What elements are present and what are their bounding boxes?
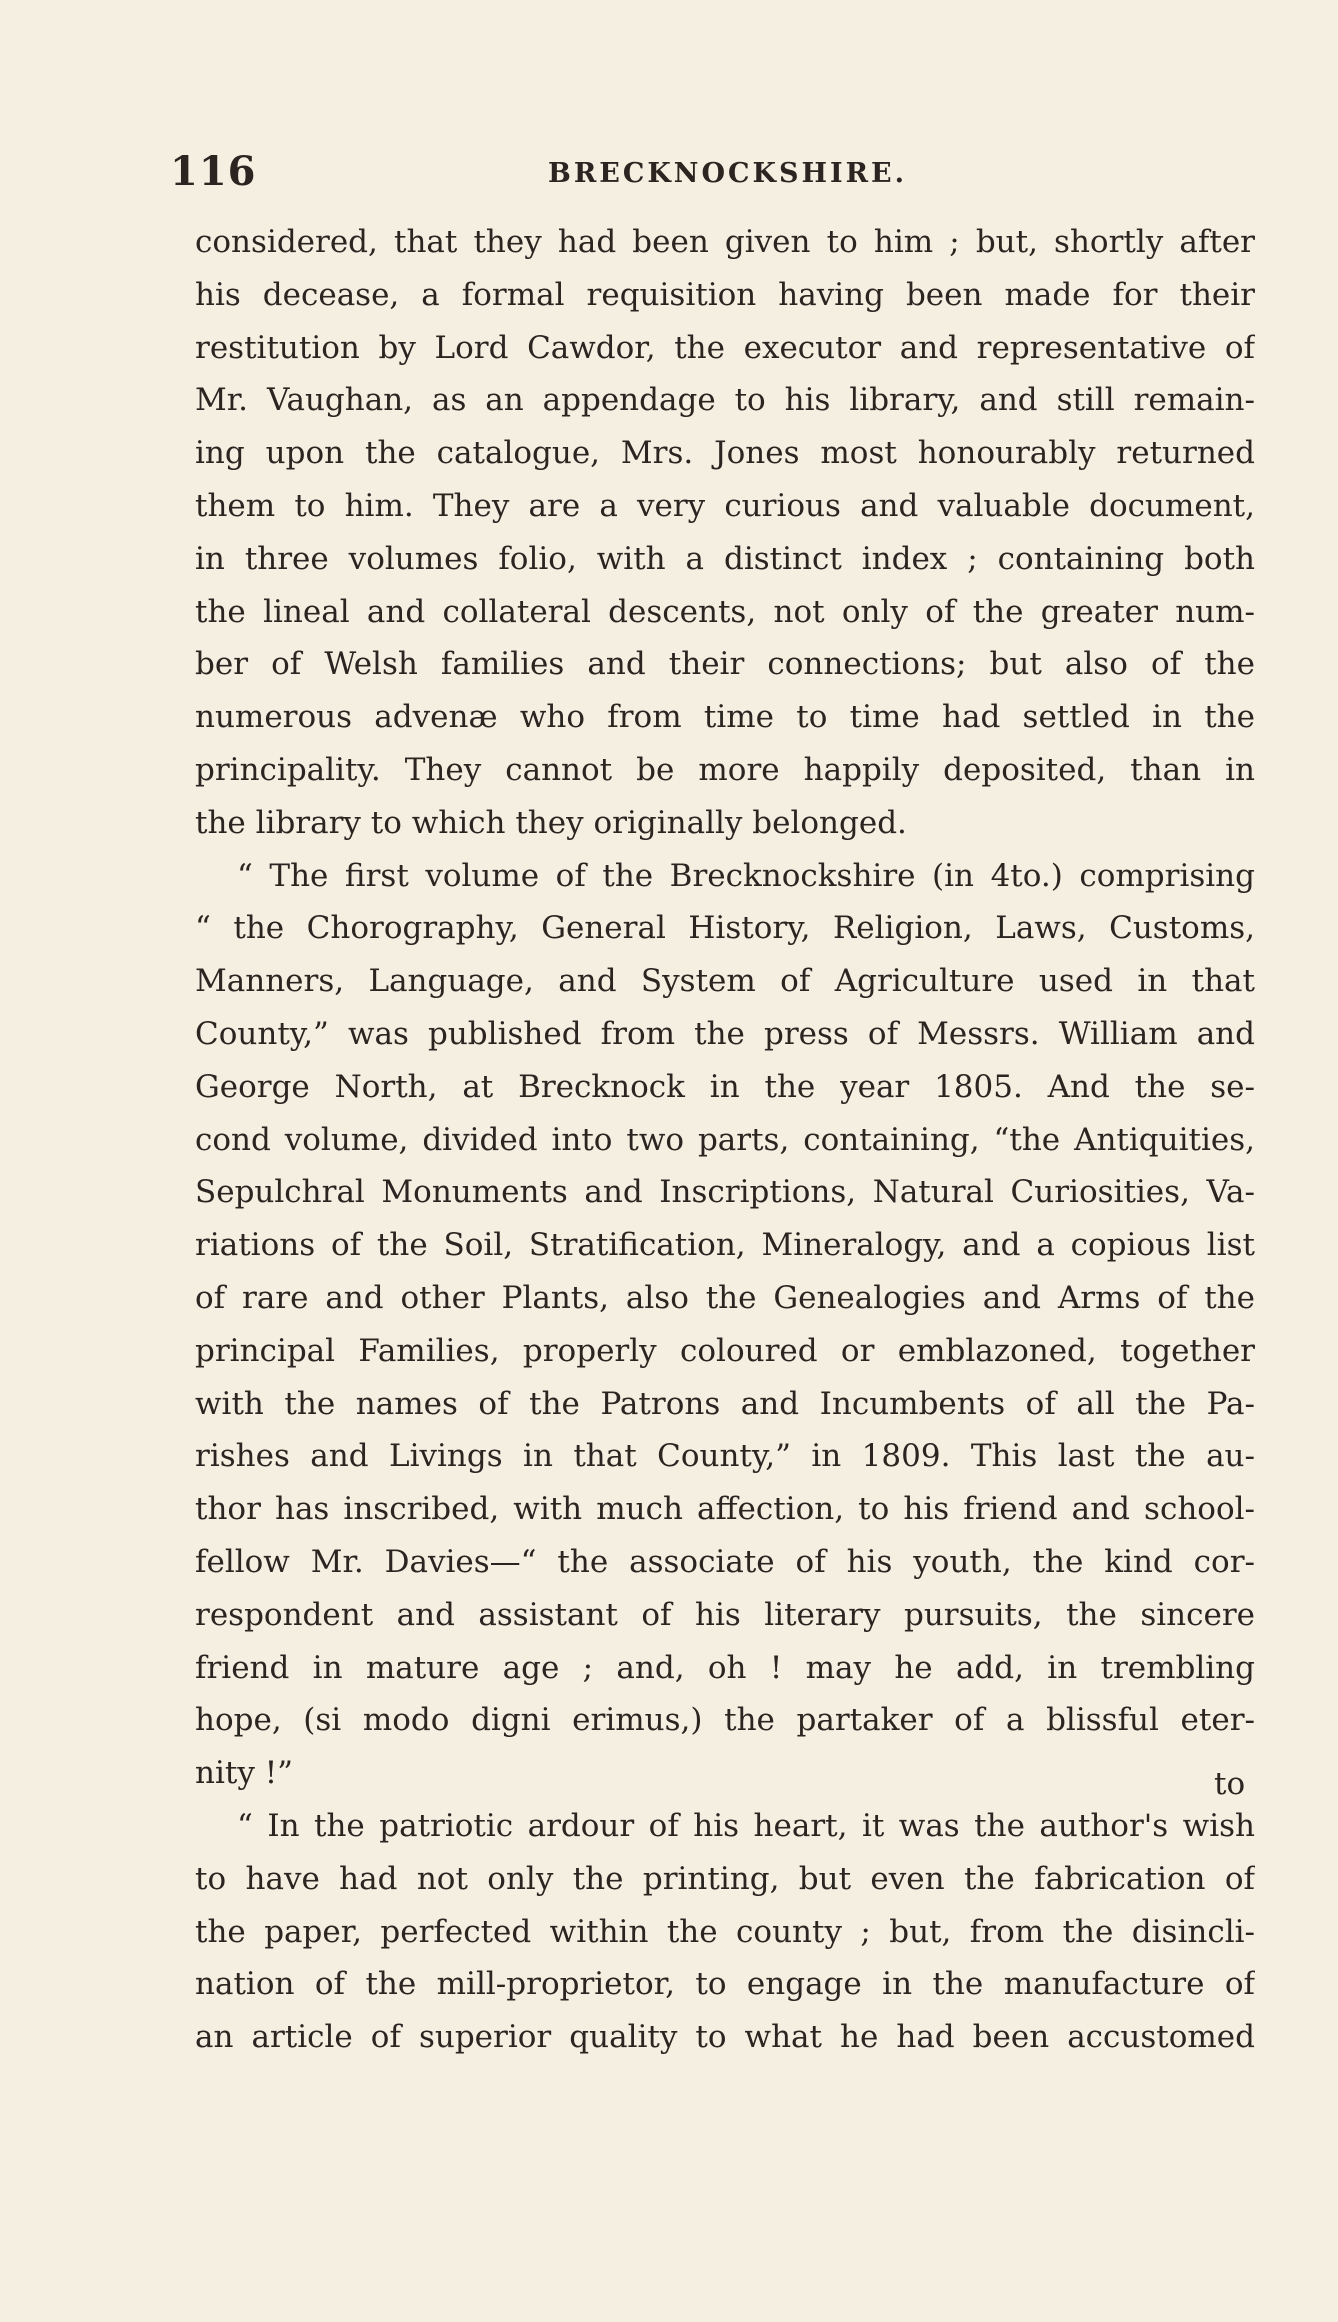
text-line: the library to which they originally belonged. [195,804,907,841]
text-line: the paper, perfected within the county ; but, from the disincli- [195,1913,1255,1950]
text-line: them to him. They are a very curious and valuable document, [195,487,1255,524]
text-line: restitution by Lord Cawdor, the executor and representative of [195,329,1255,366]
page-number: 116 [170,148,257,195]
text-line: numerous advenæ who from time to time had settled in the [195,699,1255,736]
text-line: Manners, Language, and System of Agriculture used in that [195,963,1255,1000]
text-line: “ In the patriotic ardour of his heart, it was the author's wish [237,1807,1255,1844]
text-line: George North, at Brecknock in the year 1805. And the se- [195,1068,1255,1105]
text-line: considered, that they had been given to him ; but, shortly after [195,224,1255,260]
text-line: “ The first volume of the Brecknockshire (in 4to.) comprising [237,857,1255,894]
text-line: rishes and Livings in that County,” in 1809. This last the au- [195,1438,1255,1475]
text-line: “ the Chorography, General History, Religion, Laws, Customs, [195,910,1255,947]
text-line: of rare and other Plants, also the Genealogies and Arms of the [195,1279,1255,1316]
text-line: with the names of the Patrons and Incumbents of all the Pa- [195,1385,1255,1422]
text-line: friend in mature age ; and, oh ! may he add, in trembling [195,1649,1255,1686]
text-line: in three volumes folio, with a distinct index ; containing both [195,540,1255,577]
text-line: fellow Mr. Davies—“ the associate of his youth, the kind cor- [195,1543,1255,1580]
text-line: ber of Welsh families and their connections; but also of the [195,646,1255,683]
catchword: to [1214,1766,1246,1802]
page-header [170,148,1250,196]
text-line: the lineal and collateral descents, not only of the greater num- [195,593,1255,630]
text-line: to have had not only the printing, but even the fabrication of [195,1860,1255,1897]
body-text [195,216,1255,2064]
text-line: nation of the mill-proprietor, to engage in the manufacture of [195,1966,1255,2003]
text-line: principality. They cannot be more happily deposited, than in [195,751,1255,788]
text-line: County,” was published from the press of Messrs. William and [195,1015,1255,1052]
text-line: an article of superior quality to what he had been accustomed [195,2019,1255,2056]
text-line: principal Families, properly coloured or emblazoned, together [195,1332,1255,1369]
text-line: Sepulchral Monuments and Inscriptions, Natural Curiosities, Va- [195,1174,1255,1211]
text-line: ing upon the catalogue, Mrs. Jones most honourably returned [195,435,1255,472]
text-line: Mr. Vaughan, as an appendage to his library, and still remain- [195,382,1255,419]
text-line: cond volume, divided into two parts, containing, “the Antiquities, [195,1121,1255,1158]
running-head: BRECKNOCKSHIRE. [548,158,908,189]
text-line: nity !” [195,1755,294,1792]
text-line: his decease, a formal requisition having been made for their [195,276,1255,313]
text-line: respondent and assistant of his literary pursuits, the sincere [195,1596,1255,1633]
text-line: thor has inscribed, with much affection, to his friend and school- [195,1491,1255,1528]
text-line: hope, (si modo digni erimus,) the partaker of a blissful eter- [195,1702,1255,1739]
text-line: riations of the Soil, Stratification, Mineralogy, and a copious list [195,1227,1255,1264]
